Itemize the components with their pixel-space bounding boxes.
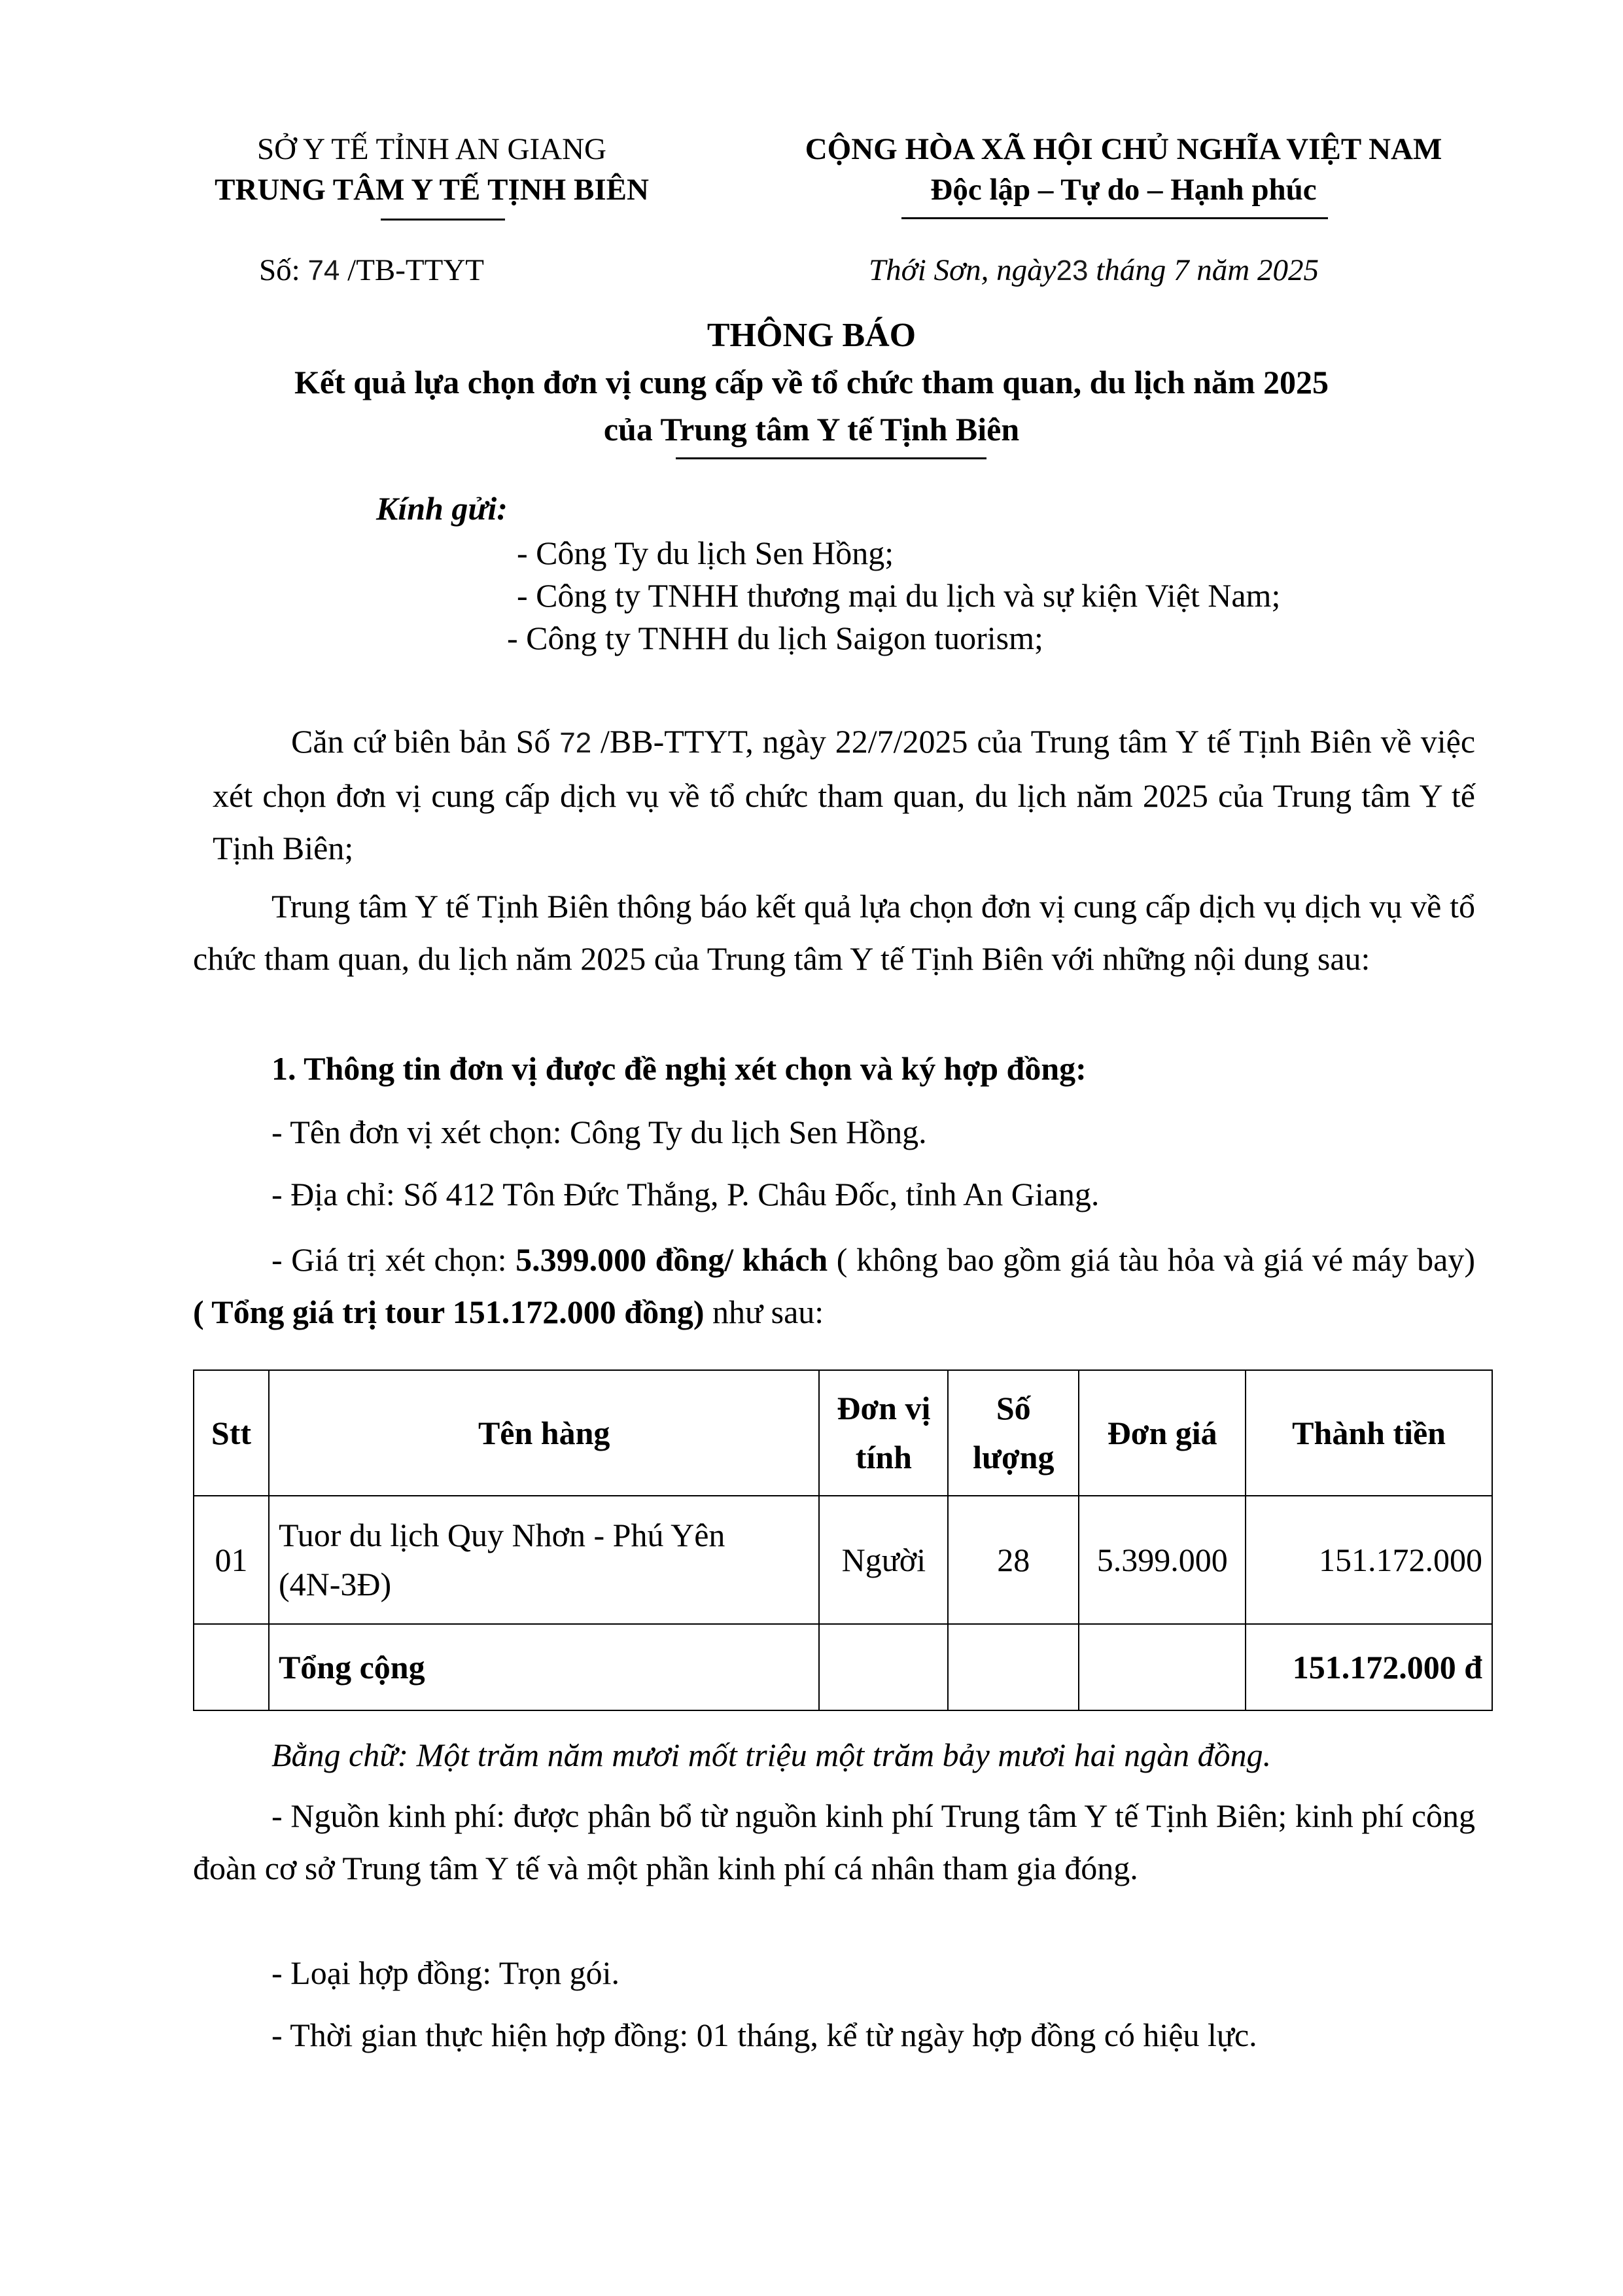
total-label: Tổng cộng: [269, 1624, 819, 1710]
col-header-amount: Thành tiền: [1246, 1370, 1492, 1496]
recipients-label: Kính gửi:: [376, 490, 508, 527]
qty-header-line2: lượng: [973, 1439, 1055, 1475]
basis-start: Căn cứ biên bản Số: [291, 723, 551, 760]
contract-type: - Loại hợp đồng: Trọn gói.: [271, 1954, 620, 1991]
date-suffix: tháng 7 năm 2025: [1096, 253, 1319, 287]
contract-duration: - Thời gian thực hiện hợp đồng: 01 tháng, kể từ ngày hợp đồng có hiệu lực.: [271, 2017, 1257, 2053]
document-subtitle-line2: của Trung tâm Y tế Tịnh Biên: [603, 411, 1020, 448]
basis-number: 72: [559, 727, 592, 759]
unit-header-line2: tính: [855, 1439, 912, 1475]
amount-in-words: Bằng chữ: Một trăm năm mươi mốt triệu một trăm bảy mươi hai ngàn đồng.: [271, 1737, 1272, 1773]
row-amount: 151.172.000: [1246, 1496, 1492, 1624]
unit-header-line1: Đơn vị: [837, 1390, 931, 1426]
col-header-unit: [819, 1370, 948, 1496]
recipient-item: - Công ty TNHH thương mại du lịch và sự kiện Việt Nam;: [517, 577, 1281, 614]
national-title: CỘNG HÒA XÃ HỘI CHỦ NGHĨA VIỆT NAM: [805, 132, 1442, 166]
row-price: 5.399.000: [1079, 1496, 1246, 1624]
issuer-organization: TRUNG TÂM Y TẾ TỊNH BIÊN: [215, 173, 649, 207]
doc-number-suffix: /TB-TTYT: [347, 253, 484, 287]
table-total-row: [194, 1624, 1492, 1710]
table-header-row: [194, 1370, 1492, 1496]
value-total: ( Tổng giá trị tour 151.172.000 đồng): [193, 1294, 705, 1330]
total-empty-unit: [819, 1624, 948, 1710]
qty-header-line1: Số: [996, 1390, 1031, 1426]
document-title: THÔNG BÁO: [707, 317, 916, 354]
total-empty-qty: [948, 1624, 1079, 1710]
issuer-underline: [381, 219, 505, 221]
total-stt-cell: [194, 1624, 269, 1710]
value-suffix: như sau:: [712, 1294, 824, 1330]
doc-number-prefix: Số:: [259, 253, 300, 287]
row-qty: 28: [948, 1496, 1079, 1624]
row-stt: 01: [194, 1496, 269, 1624]
row-name-line2: (4N-3Đ): [278, 1566, 392, 1602]
issuer-department: SỞ Y TẾ TỈNH AN GIANG: [257, 132, 606, 166]
selected-unit-name: - Tên đơn vị xét chọn: Công Ty du lịch Sen Hồng.: [271, 1114, 927, 1150]
value-prefix: - Giá trị xét chọn:: [271, 1241, 507, 1278]
title-underline: [676, 457, 986, 459]
total-amount: 151.172.000 đ: [1246, 1624, 1492, 1710]
selected-unit-address: - Địa chỉ: Số 412 Tôn Đức Thắng, P. Châu Đốc, tỉnh An Giang.: [271, 1176, 1100, 1212]
value-per-guest: 5.399.000 đồng/ khách: [515, 1241, 828, 1278]
document-date: [869, 252, 1319, 289]
recipient-item: - Công ty TNHH du lịch Saigon tuorism;: [507, 620, 1043, 656]
funding-paragraph: - Nguồn kinh phí: được phân bổ từ nguồn kinh phí Trung tâm Y tế Tịnh Biên; kinh phí công đoàn cơ sở Trung tâm Y tế và một phần kinh phí cá nhân tham gia đóng.: [193, 1797, 1475, 1886]
table-row: [194, 1496, 1492, 1624]
document-subtitle-line1: Kết quả lựa chọn đơn vị cung cấp về tổ chức tham quan, du lịch năm 2025: [294, 364, 1329, 400]
col-header-stt: Stt: [194, 1370, 269, 1496]
row-name: [269, 1496, 819, 1624]
value-note: ( không bao gồm giá tàu hỏa và giá vé máy bay): [836, 1241, 1476, 1278]
row-name-line1: Tuor du lịch Quy Nhơn - Phú Yên: [278, 1517, 725, 1553]
date-prefix: Thới Sơn, ngày: [869, 253, 1056, 287]
col-header-name: Tên hàng: [269, 1370, 819, 1496]
row-unit: Người: [819, 1496, 948, 1624]
motto-underline: [901, 217, 1328, 219]
announcement-paragraph: Trung tâm Y tế Tịnh Biên thông báo kết quả lựa chọn đơn vị cung cấp dịch vụ dịch vụ về tổ chức tham quan, du lịch năm 2025 của Trung tâm Y tế Tịnh Biên với những nội dung sau:: [193, 888, 1475, 977]
selection-value-paragraph: [193, 1233, 1475, 1338]
date-day: 23: [1056, 255, 1089, 287]
section1-heading: 1. Thông tin đơn vị được đề nghị xét chọn và ký hợp đồng:: [271, 1050, 1087, 1087]
doc-number-value: 74: [307, 255, 340, 287]
basis-rest: /BB-TTYT, ngày 22/7/2025 của Trung tâm Y tế Tịnh Biên về việc xét chọn đơn vị cung cấp dịch vụ về tổ chức tham quan, du lịch năm 2025 của Trung tâm Y tế Tịnh Biên;: [213, 723, 1476, 866]
basis-paragraph: [213, 715, 1475, 874]
price-table: [193, 1369, 1493, 1711]
national-motto: Độc lập – Tự do – Hạnh phúc: [930, 173, 1317, 207]
document-number: [259, 252, 484, 289]
total-empty-price: [1079, 1624, 1246, 1710]
col-header-qty: [948, 1370, 1079, 1496]
recipient-item: - Công Ty du lịch Sen Hồng;: [517, 535, 894, 571]
col-header-price: Đơn giá: [1079, 1370, 1246, 1496]
